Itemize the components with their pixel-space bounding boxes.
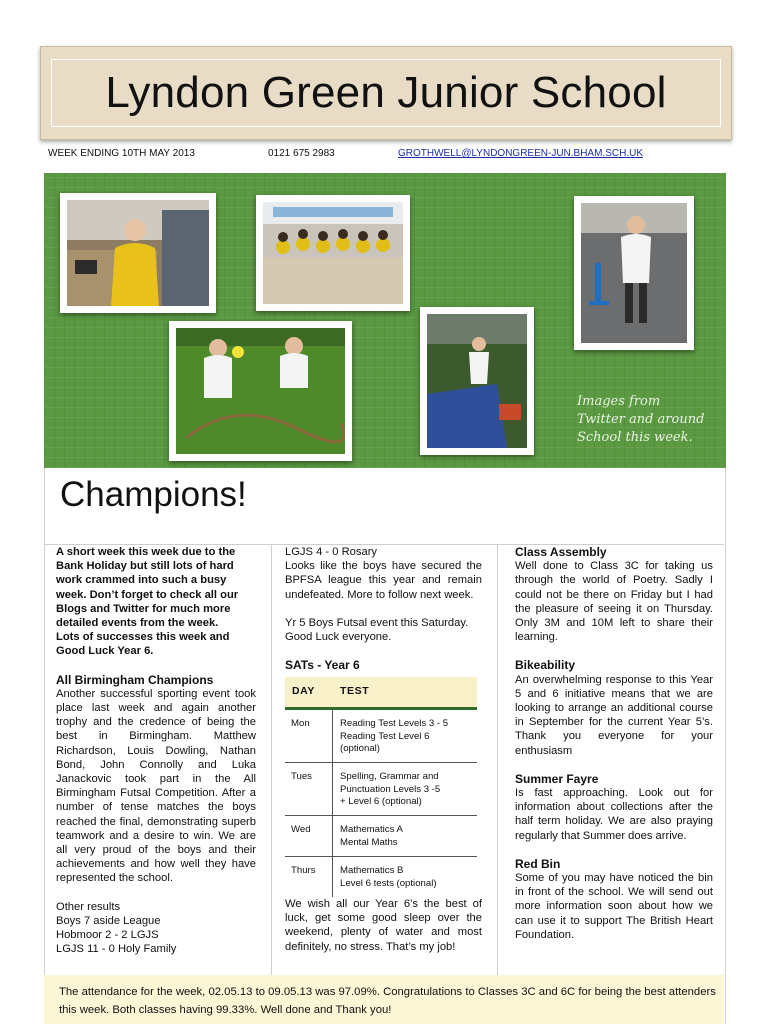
result-line: LGJS 11 - 0 Holy Family [56, 943, 177, 956]
red-bin-heading: Red Bin [515, 856, 561, 871]
intro-line: Lots of successes this week and [56, 631, 230, 644]
bikeability-text: An overwhelming response to this Year 5 and 6 initiative means that we are looking to arrange an additional course in September for the current Year 5’s. Thank you everyone for your enthusiasm [515, 673, 713, 757]
intro-line: week. Don’t forget to check all our [56, 588, 239, 601]
table-row [285, 763, 477, 816]
photo-image [67, 200, 209, 306]
header-test: TEST [340, 685, 370, 697]
photo-gardening [420, 307, 534, 455]
caption-line: School this week. [577, 430, 693, 445]
photo-image [176, 328, 345, 454]
intro-line: Bank Holiday but still lots of hard [56, 560, 234, 573]
photo-grass-girls [169, 321, 352, 461]
test-line: Spelling, Grammar and [340, 771, 439, 782]
row-day: Wed [291, 824, 311, 835]
masthead-inner-border [51, 59, 721, 127]
row-test [340, 771, 440, 809]
intro-line: Good Luck Year 6. [56, 645, 154, 658]
result-line: Hobmoor 2 - 2 LGJS [56, 929, 159, 942]
row-day: Mon [291, 718, 310, 729]
school-title: Lyndon Green Junior School [105, 68, 667, 117]
intro-line: Blogs and Twitter for much more [56, 602, 231, 615]
summer-fayre-text: Is fast approaching. Look out for information about collections after the half term holiday. We are also praying regularly that Summer does arrive. [515, 787, 713, 842]
sats-table [285, 677, 477, 897]
assembly-text: Well done to Class 3C for taking us through the world of Poetry. Sadly I could not be there on Friday but I had the pleasure of seeing it on Thursday. Only 3M and 10M left to share their learning. [515, 560, 713, 644]
photo-image [427, 314, 527, 448]
column-middle [285, 545, 482, 672]
league-text: Looks like the boys have secured the BPFSA league this year and remain undefeated. More to follow next week. [285, 560, 482, 601]
result-rosary: LGJS 4 - 0 Rosary [285, 546, 378, 558]
column-right [515, 545, 713, 942]
assembly-heading: Class Assembly [515, 545, 607, 559]
birmingham-heading: All Birmingham Champions [56, 672, 214, 687]
photo-image [581, 203, 687, 343]
column-left [56, 545, 256, 956]
table-row [285, 816, 477, 857]
intro-text [56, 545, 256, 659]
email-link[interactable]: GROTHWELL@LYNDONGREEN-JUN.BHAM.SCH.UK [398, 148, 643, 159]
summer-fayre-heading: Summer Fayre [515, 771, 599, 786]
column-divider [497, 545, 498, 975]
test-line: Reading Test Level 6 [340, 730, 430, 742]
table-row [285, 857, 477, 897]
info-bar [48, 148, 728, 164]
phone-number: 0121 675 2983 [268, 148, 335, 159]
header-day: DAY [292, 685, 316, 697]
sats-heading: SATs - Year 6 [285, 658, 360, 673]
other-results [56, 900, 256, 957]
test-line: Level 6 tests (optional) [340, 877, 437, 889]
test-line: Reading Test Levels 3 - 5 [340, 718, 449, 729]
photo-collage [44, 173, 726, 468]
intro-line: work crammed into such a busy [56, 574, 227, 587]
row-test [340, 824, 403, 849]
row-test [340, 865, 437, 890]
intro-line: A short week this week due to the [56, 546, 236, 558]
column-divider [271, 545, 272, 975]
masthead-banner [40, 46, 732, 140]
result-line: Boys 7 aside League [56, 914, 161, 927]
row-day: Thurs [291, 865, 316, 876]
photo-ipad-girl [60, 193, 216, 313]
bikeability-heading: Bikeability [515, 658, 576, 673]
test-line: Mathematics B [340, 865, 404, 876]
result-line: Other results [56, 900, 121, 913]
caption-line: Images from [577, 394, 661, 409]
photo-caption [577, 393, 717, 447]
column-middle-bottom [285, 897, 482, 954]
sats-table-header [285, 677, 477, 710]
attendance-box [44, 975, 724, 1024]
birmingham-text: Another successful sporting event took place last week and again another trophy and the credence of being the best in Birmingham. Matthew Richardson, Louis Dowling, Nathan Bond, John Connolly and Luka Janackovic took part in the All Birmingham Futsal Competition. After a number of tense matches the boys reached the final, demonstrating superb teamwork and a desire to win. We are all very proud of the boys and their achievements and how well they have represented the school. [56, 687, 256, 885]
photo-image [263, 202, 403, 304]
week-ending: WEEK ENDING 10TH MAY 2013 [48, 148, 195, 159]
champions-heading: Champions! [60, 475, 247, 514]
test-line: Mathematics A [340, 824, 403, 835]
test-line: Mental Maths [340, 836, 398, 848]
red-bin-text: Some of you may have noticed the bin in front of the school. We will send out more information soon about how we can use it to support The British Heart Foundation. [515, 872, 713, 941]
wish-text: We wish all our Year 6’s the best of luck, get some good sleep over the weekend, plenty of water and most definitely, no stress. That’s my job! [285, 898, 482, 953]
test-line: Punctuation Levels 3 -5 [340, 783, 441, 795]
photo-cricket-boy [574, 196, 694, 350]
photo-classroom [256, 195, 410, 311]
caption-line: Twitter and around [577, 412, 705, 427]
intro-line: detailed events from the week. [56, 617, 219, 630]
futsal-text: Yr 5 Boys Futsal event this Saturday. Good Luck everyone. [285, 616, 469, 644]
table-row [285, 710, 477, 763]
row-test [340, 718, 448, 756]
test-line: (optional) [340, 743, 380, 754]
attendance-text: The attendance for the week, 02.05.13 to 09.05.13 was 97.09%. Congratulations to Classes 3C and 6C for being the best attenders this week. Both classes having 99.33%. Well done and Thank you! [59, 986, 716, 1016]
row-day: Tues [291, 771, 312, 782]
test-line: + Level 6 (optional) [340, 796, 422, 807]
